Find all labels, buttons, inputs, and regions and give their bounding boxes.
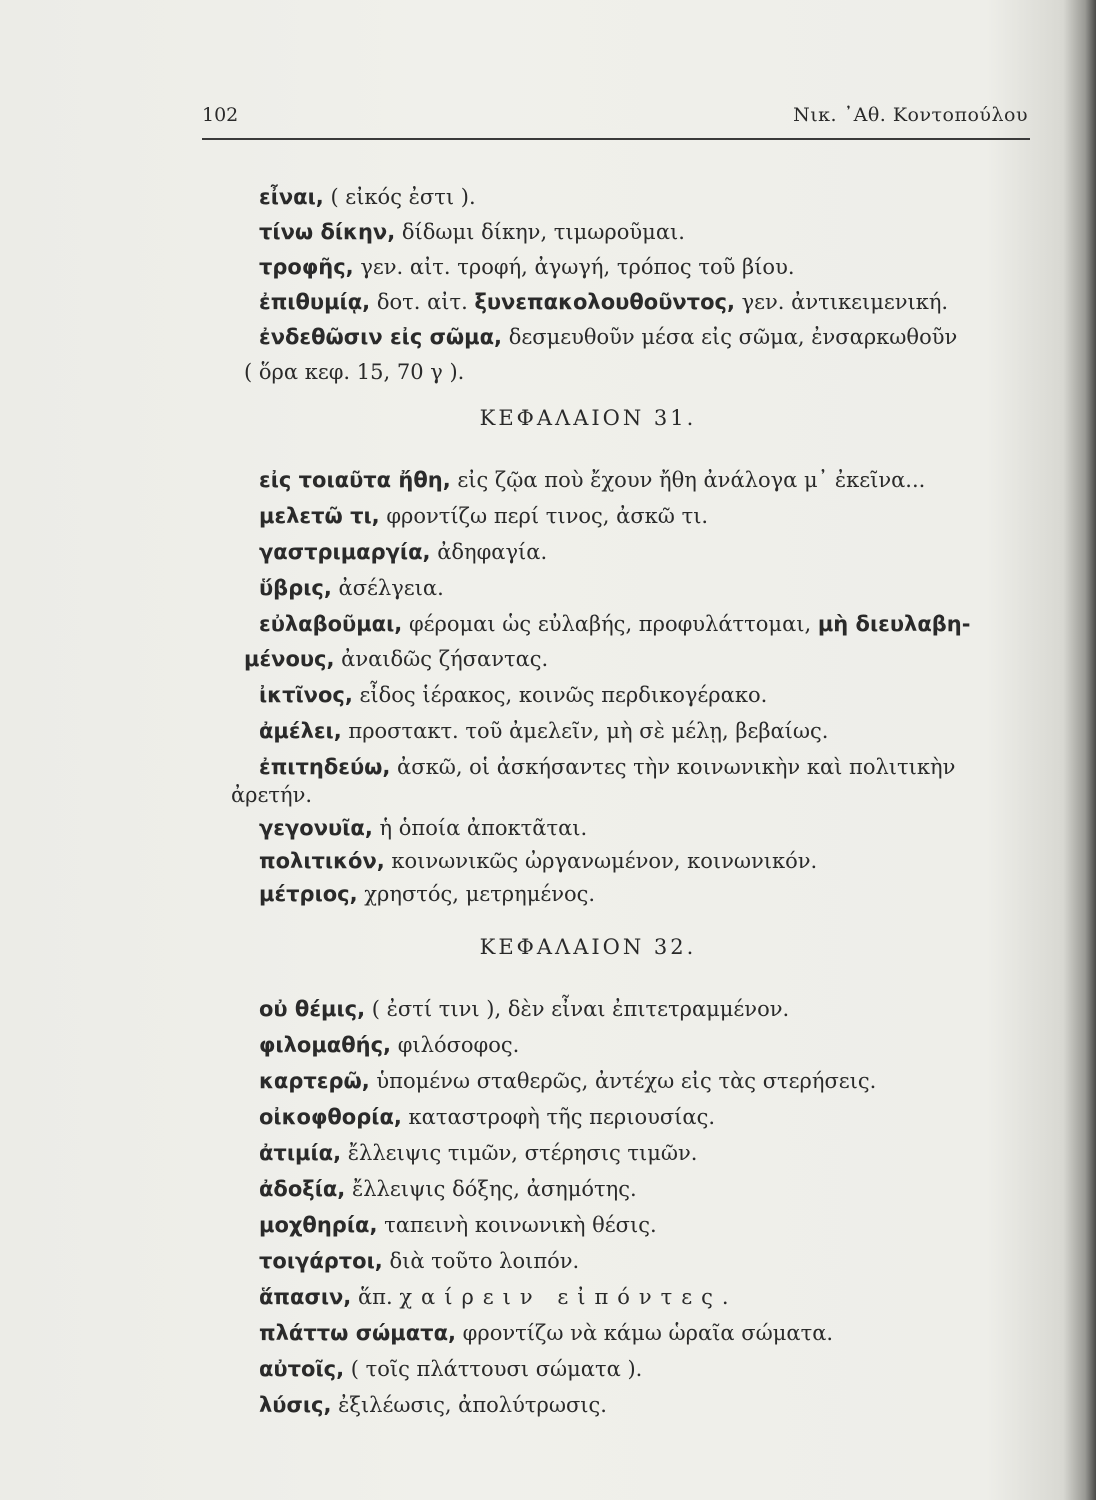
glossary-entry: πολιτικόν, κοινωνικῶς ὠργανωμένον, κοινωνικόν.	[259, 849, 818, 873]
continuation-line: ( ὅρα κεφ. 15, 70 γ ).	[244, 360, 465, 384]
glossary-entry: οἰκοφθορία, καταστροφὴ τῆς περιουσίας.	[259, 1105, 716, 1129]
glossary-entry: εἰς τοιαῦτα ἤθη, εἰς ζῷα ποὺ ἔχουν ἤθη ἀνάλογα μ᾿ ἐκεῖνα...	[259, 468, 926, 492]
page-number: 102	[202, 104, 239, 126]
glossary-entry: τοιγάρτοι, διὰ τοῦτο λοιπόν.	[259, 1249, 580, 1273]
glossary-entry: πλάττω σώματα, φροντίζω νὰ κάμω ὡραῖα σώματα.	[259, 1321, 834, 1345]
glossary-entry: ἐπιθυμίᾳ, δοτ. αἰτ. ξυνεπακολουθοῦντος, γεν. ἀντικειμενική.	[259, 290, 949, 314]
header-rule	[202, 138, 1030, 140]
glossary-entry: γεγονυῖα, ἡ ὁποία ἀποκτᾶται.	[259, 816, 588, 840]
continuation-line: ἀρετήν.	[231, 783, 313, 807]
glossary-entry: μελετῶ τι, φροντίζω περί τινος, ἀσκῶ τι.	[259, 504, 709, 528]
glossary-entry: ὕβρις, ἀσέλγεια.	[259, 576, 444, 600]
chapter-heading: ΚΕΦΑΛΑΙΟΝ 31.	[479, 406, 697, 430]
glossary-entry: τροφῆς, γεν. αἰτ. τροφή, ἀγωγή, τρόπος τοῦ βίου.	[259, 255, 795, 279]
glossary-entry: ἰκτῖνος, εἶδος ἱέρακος, κοινῶς περδικογέρακο.	[259, 683, 768, 707]
glossary-entry: ἐνδεθῶσιν εἰς σῶμα, δεσμευθοῦν μέσα εἰς σῶμα, ἐνσαρκωθοῦν	[259, 325, 958, 349]
glossary-entry: τίνω δίκην, δίδωμι δίκην, τιμωροῦμαι.	[259, 220, 685, 244]
page-header	[202, 104, 1028, 134]
glossary-entry: ἀτιμία, ἔλλειψις τιμῶν, στέρησις τιμῶν.	[259, 1141, 698, 1165]
glossary-entry: εἶναι, ( εἰκός ἐστι ).	[259, 185, 476, 209]
glossary-entry: ἀμέλει, προστακτ. τοῦ ἀμελεῖν, μὴ σὲ μέλῃ, βεβαίως.	[259, 719, 829, 743]
running-title: Νικ. ᾿Αθ. Κοντοπούλου	[793, 104, 1028, 126]
glossary-entry: λύσις, ἐξιλέωσις, ἀπολύτρωσις.	[259, 1393, 607, 1417]
chapter-heading: ΚΕΦΑΛΑΙΟΝ 32.	[479, 935, 697, 959]
glossary-entry: αὐτοῖς, ( τοῖς πλάττουσι σώματα ).	[259, 1357, 643, 1381]
glossary-entry: μοχθηρία, ταπεινὴ κοινωνικὴ θέσις.	[259, 1213, 657, 1237]
glossary-entry: γαστριμαργία, ἀδηφαγία.	[259, 540, 548, 564]
glossary-entry: ἅπασιν, ἅπ. χαίρειν εἰπόντες.	[259, 1285, 738, 1309]
continuation-line: μένους, ἀναιδῶς ζήσαντας.	[244, 647, 549, 671]
glossary-entry: ἐπιτηδεύω, ἀσκῶ, οἱ ἀσκήσαντες τὴν κοινωνικὴν καὶ πολιτικὴν	[259, 755, 956, 779]
glossary-entry: εὐλαβοῦμαι, φέρομαι ὡς εὐλαβής, προφυλάττομαι, μὴ διευλαβη-	[259, 612, 971, 636]
glossary-entry: μέτριος, χρηστός, μετρημένος.	[259, 882, 596, 906]
glossary-entry: οὐ θέμις, ( ἐστί τινι ), δὲν εἶναι ἐπιτετραμμένον.	[259, 997, 790, 1021]
glossary-entry: φιλομαθής, φιλόσοφος.	[259, 1033, 520, 1057]
glossary-entry: ἀδοξία, ἔλλειψις δόξης, ἀσημότης.	[259, 1177, 637, 1201]
glossary-entry: καρτερῶ, ὑπομένω σταθερῶς, ἀντέχω εἰς τὰς στερήσεις.	[259, 1069, 877, 1093]
